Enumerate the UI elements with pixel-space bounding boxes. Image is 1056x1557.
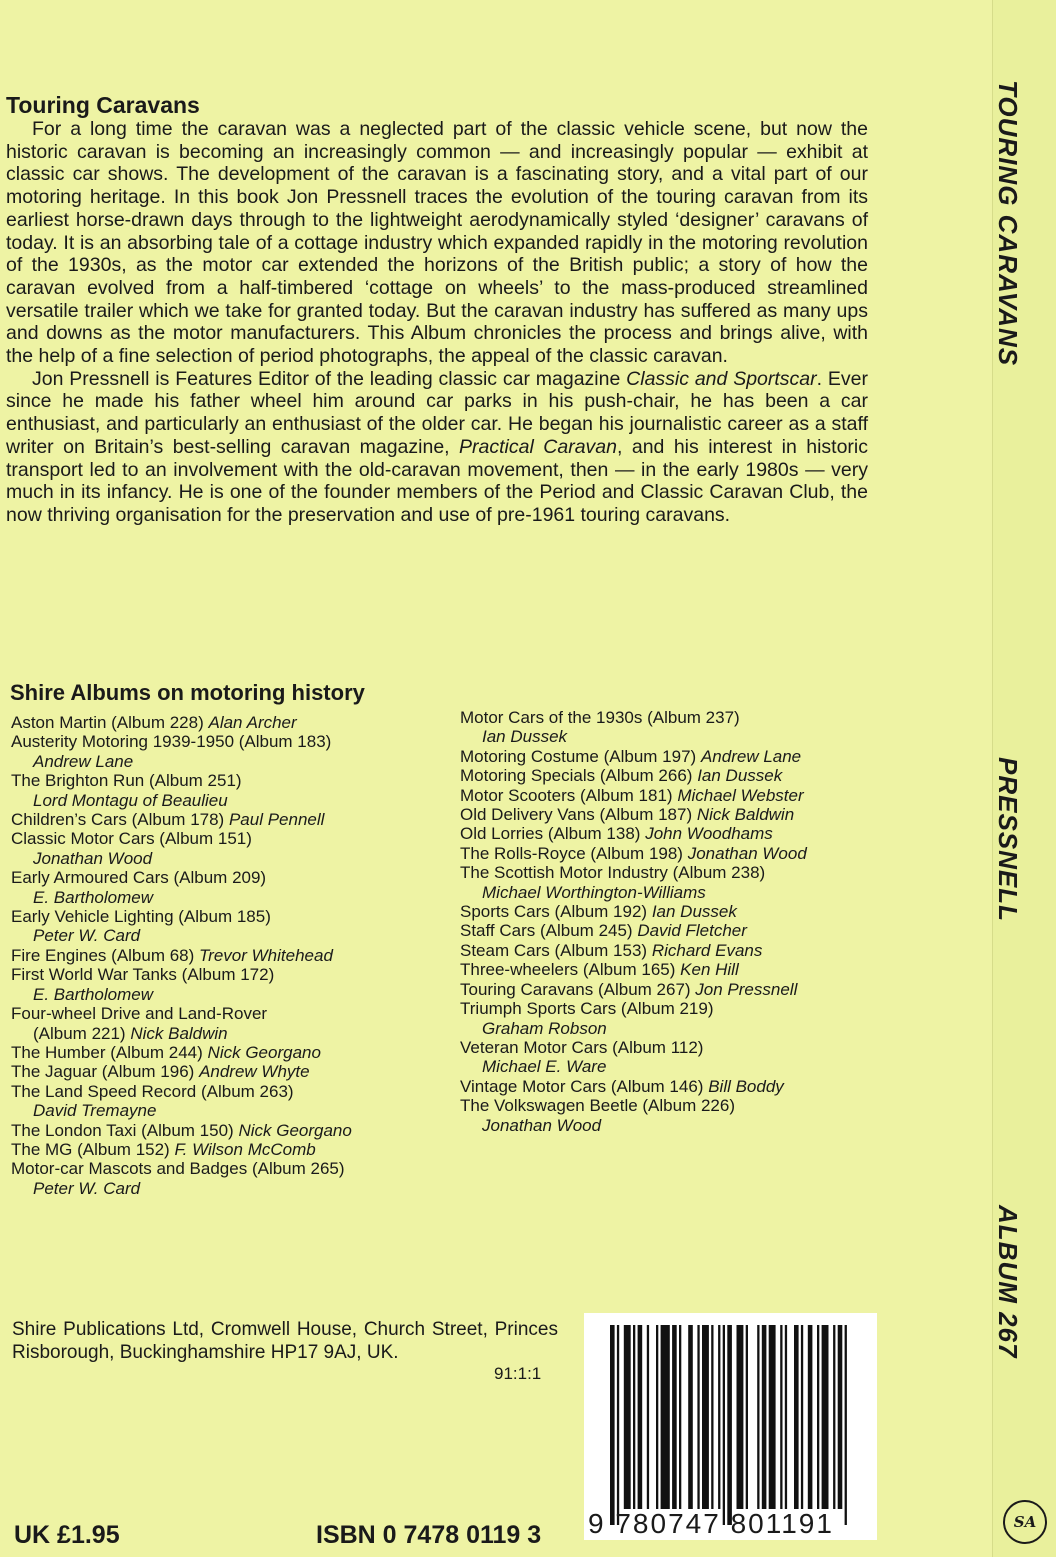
album-author: Nick Baldwin <box>130 1023 228 1043</box>
album-title: The Brighton Run (Album 251) <box>11 771 242 791</box>
album-author: Andrew Lane <box>33 751 134 771</box>
barcode-bar <box>838 1325 843 1509</box>
album-author: Andrew Lane <box>700 746 802 766</box>
album-author: Ian Dussek <box>697 766 783 786</box>
album-entry <box>460 844 890 863</box>
album-author: F. Wilson McComb <box>174 1139 316 1159</box>
album-entry <box>460 747 890 766</box>
album-entry <box>460 824 890 843</box>
album-title: Vintage Motor Cars (Album 146) <box>460 1076 704 1096</box>
album-author: Richard Evans <box>651 940 763 960</box>
album-author: Ian Dussek <box>651 902 737 922</box>
album-author: Trevor Whitehead <box>199 945 333 965</box>
barcode-bar <box>737 1325 744 1509</box>
album-author: Peter W. Card <box>33 1178 141 1198</box>
album-title: Sports Cars (Album 192) <box>460 902 648 922</box>
barcode-bar <box>638 1325 643 1509</box>
album-title: Aston Martin (Album 228) <box>11 713 204 732</box>
album-title: The Scottish Motor Industry (Album 238) <box>460 863 766 883</box>
album-title: Steam Cars (Album 153) <box>460 940 648 960</box>
album-entry <box>11 713 451 732</box>
author-biography: Jon Pressnell is Features Editor of the leading classic car magazine Classic and Sportscar. Ever since he made his father wheel him around car parks in his push-chair, he has been a car enthusiast, and particularly an enthusiast of the older car. He began his journalistic career as a staff writer on Britain’s best-selling caravan magazine, Practical Caravan, and his interest in historic transport led to an involvement with the old-caravan movement, then — in the early 1980s — very much in its infancy. He is one of the founder members of the Period and Classic Caravan Club, the now thriving organisation for the preservation and use of pre-1961 touring caravans. <box>6 367 869 526</box>
album-entry <box>460 863 890 902</box>
album-title: First World War Tanks (Album 172) <box>11 965 275 985</box>
isbn: ISBN 0 7478 0119 3 <box>316 1521 542 1549</box>
album-title: The Land Speed Record (Album 263) <box>11 1081 294 1101</box>
barcode-bar <box>769 1325 776 1509</box>
album-entry <box>460 805 890 824</box>
album-entry <box>11 907 451 946</box>
publisher-address: Shire Publications Ltd, Cromwell House, Church Street, Princes Risborough, Buckinghamshire HP17 9AJ, UK. <box>12 1319 558 1363</box>
album-title: Touring Caravans (Album 267) <box>460 979 691 999</box>
barcode-bar <box>672 1325 677 1509</box>
album-entry <box>11 810 451 829</box>
album-author: David Fletcher <box>637 921 747 941</box>
price: UK £1.95 <box>14 1521 120 1549</box>
barcode-bar <box>711 1325 713 1509</box>
album-title: Motoring Costume (Album 197) <box>460 746 697 766</box>
album-title: Fire Engines (Album 68) <box>11 945 195 965</box>
barcode-bar <box>656 1325 658 1509</box>
album-author: Nick Georgano <box>238 1120 352 1140</box>
album-number: (Album 221) <box>33 1023 131 1043</box>
album-entry <box>11 868 451 907</box>
barcode-digits: 9 780747 801191 <box>588 1508 834 1539</box>
album-entry <box>11 1043 451 1062</box>
barcode-bar <box>845 1325 847 1525</box>
barcode-bar <box>610 1325 615 1525</box>
album-author: Peter W. Card <box>33 926 141 946</box>
album-title: Motor Scooters (Album 181) <box>460 785 673 805</box>
album-author: Ken Hill <box>680 960 739 980</box>
album-author: Paul Pennell <box>228 810 325 830</box>
album-entry <box>11 829 451 868</box>
barcode-bar <box>624 1325 631 1509</box>
album-author: David Tremayne <box>33 1101 157 1121</box>
album-entry <box>11 1121 451 1140</box>
book-title: Touring Caravans <box>6 92 200 118</box>
album-entry <box>460 708 890 747</box>
album-title: Motor Cars of the 1930s (Album 237) <box>460 708 740 727</box>
album-entry-continued <box>11 1024 451 1043</box>
album-title: Austerity Motoring 1939-1950 (Album 183) <box>11 732 332 752</box>
album-entry <box>460 921 890 940</box>
album-entry <box>11 1082 451 1121</box>
album-entry <box>11 732 451 771</box>
print-code: 91:1:1 <box>494 1364 542 1383</box>
album-title: Staff Cars (Album 245) <box>460 921 633 941</box>
album-author: Graham Robson <box>482 1018 607 1038</box>
album-entry <box>11 1159 451 1198</box>
album-author: Bill Boddy <box>708 1076 784 1096</box>
album-title: Motor-car Mascots and Badges (Album 265) <box>11 1159 345 1179</box>
album-title: Motoring Specials (Album 266) <box>460 766 693 786</box>
barcode-bar <box>702 1325 709 1509</box>
album-author: John Woodhams <box>645 824 773 844</box>
album-entry <box>460 902 890 921</box>
album-title: Three-wheelers (Album 165) <box>460 960 676 980</box>
barcode-bar <box>808 1325 813 1509</box>
album-entry <box>11 965 451 1004</box>
barcode-bar <box>785 1325 787 1509</box>
barcode-bars <box>584 1313 877 1540</box>
album-title: Early Armoured Cars (Album 209) <box>11 868 267 888</box>
album-author: Michael E. Ware <box>482 1057 607 1077</box>
album-author: Nick Baldwin <box>696 805 795 825</box>
album-entry <box>460 1096 890 1135</box>
album-title: Old Delivery Vans (Album 187) <box>460 805 693 825</box>
album-author: Alan Archer <box>208 713 297 732</box>
album-title: Classic Motor Cars (Album 151) <box>11 829 252 849</box>
barcode-bar <box>780 1325 782 1509</box>
album-entry <box>11 1140 451 1159</box>
album-author: Ian Dussek <box>482 727 568 747</box>
barcode-bar <box>746 1325 748 1509</box>
album-author: E. Bartholomew <box>33 887 153 907</box>
barcode-bar <box>757 1325 759 1509</box>
album-author: Nick Georgano <box>207 1042 321 1062</box>
album-title: Triumph Sports Cars (Album 219) <box>460 999 714 1019</box>
album-title: The Humber (Album 244) <box>11 1042 203 1062</box>
album-title: The Rolls-Royce (Album 198) <box>460 843 683 863</box>
barcode-bar <box>688 1325 693 1509</box>
barcode-bar <box>617 1325 619 1525</box>
barcode-bar <box>697 1325 699 1509</box>
barcode-bar <box>727 1325 732 1525</box>
album-author: Lord Montagu of Beaulieu <box>33 790 228 810</box>
album-list-left-column <box>11 713 451 1198</box>
album-list-right-column <box>460 708 890 1135</box>
album-title: Veteran Motor Cars (Album 112) <box>460 1037 704 1057</box>
album-entry <box>460 999 890 1038</box>
barcode-bar <box>822 1325 829 1509</box>
barcode-bar <box>661 1325 670 1509</box>
album-entry <box>460 786 890 805</box>
album-title: Early Vehicle Lighting (Album 185) <box>11 907 271 927</box>
album-title: Old Lorries (Album 138) <box>460 824 641 844</box>
album-entry <box>11 946 451 965</box>
barcode-bar <box>679 1325 681 1509</box>
barcode-bar <box>633 1325 635 1509</box>
barcode-bar <box>801 1325 803 1509</box>
album-entry <box>460 941 890 960</box>
barcode-bar <box>833 1325 835 1509</box>
album-title: The MG (Album 152) <box>11 1139 170 1159</box>
barcode-bar <box>817 1325 819 1509</box>
album-author: Michael Webster <box>677 785 804 805</box>
album-list-heading: Shire Albums on motoring history <box>10 680 365 705</box>
barcode-bar <box>762 1325 767 1509</box>
album-entry <box>11 771 451 810</box>
barcode-bar <box>647 1325 649 1509</box>
barcode-bar <box>723 1325 725 1525</box>
album-title: The London Taxi (Album 150) <box>11 1120 234 1140</box>
album-title: Children’s Cars (Album 178) <box>11 810 225 830</box>
book-description <box>6 118 868 527</box>
barcode-bar <box>718 1325 720 1509</box>
album-author: Jonathan Wood <box>482 1115 602 1135</box>
album-author: Andrew Whyte <box>199 1062 310 1082</box>
album-author: E. Bartholomew <box>33 984 153 1004</box>
spine-title: TOURING CARAVANS <box>993 80 1023 367</box>
album-entry <box>460 1038 890 1077</box>
album-entry <box>11 1004 451 1043</box>
album-entry <box>460 980 890 999</box>
barcode <box>584 1313 877 1540</box>
album-entry <box>11 1062 451 1081</box>
album-title: The Volkswagen Beetle (Album 226) <box>460 1096 735 1116</box>
album-title: Four-wheel Drive and Land-Rover <box>11 1004 268 1024</box>
album-author: Jon Pressnell <box>695 979 798 999</box>
album-author: Michael Worthington-Williams <box>482 882 706 902</box>
album-entry <box>460 766 890 785</box>
album-title: The Jaguar (Album 196) <box>11 1062 195 1082</box>
album-entry <box>460 960 890 979</box>
spine-author: PRESSNELL <box>993 757 1023 923</box>
album-entry <box>460 1077 890 1096</box>
description-paragraph-1: For a long time the caravan was a neglected part of the classic vehicle scene, but now the historic caravan is becoming an increasingly common — and increasingly popular — exhibit at classic car shows. The development of the caravan is a fascinating story, and a vital part of our motoring heritage. In this book Jon Pressnell traces the evolution of the touring caravan from its earliest horse-drawn days through to the lightweight aerodynamically styled ‘designer’ caravans of today. It is an absorbing tale of a cottage industry which expanded rapidly in the motoring revolution of the 1930s, as the motor car extended the horizons of the British public; a story of how the caravan evolved from a half-timbered ‘cottage on wheels’ to the mass-produced streamlined versatile trailer which we take for granted today. But the caravan industry has suffered as many ups and downs as the motor manufacturers. This Album chronicles the process and brings alive, with the help of a fine selection of period photographs, the appeal of the classic caravan. <box>6 118 868 368</box>
album-author: Jonathan Wood <box>33 848 153 868</box>
album-author: Jonathan Wood <box>687 843 807 863</box>
publisher-logo: SA <box>1003 1500 1047 1544</box>
barcode-bar <box>794 1325 799 1509</box>
spine-album-number: ALBUM 267 <box>993 1205 1023 1359</box>
